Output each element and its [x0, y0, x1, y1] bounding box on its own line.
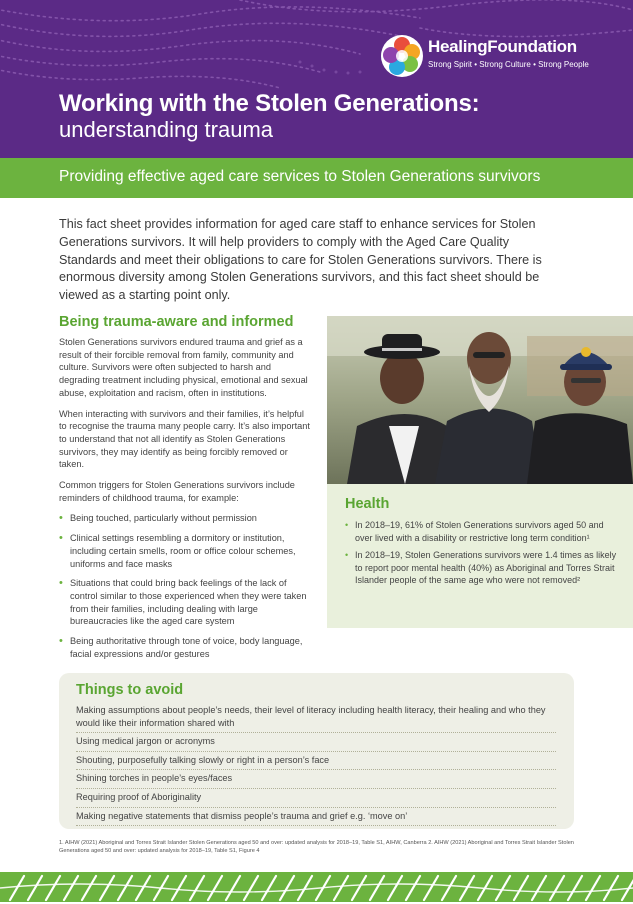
trigger-item: • Situations that could bring back feelings of the lack of control similar to those experienced when they were taken from their families, including dealing with large bureaucracies like the aged care system	[59, 577, 311, 628]
trauma-paragraph: When interacting with survivors and their families, it’s helpful to recognise the trauma many people carry. It’s also important to understand that not all identify as Stolen Generations survivors, they may identify as being forcibly removed or taken.	[59, 408, 310, 470]
health-panel	[327, 484, 633, 628]
avoid-item: Using medical jargon or acronyms	[76, 733, 556, 752]
healing-foundation-logo-icon	[380, 34, 424, 78]
avoid-list	[76, 702, 556, 826]
trigger-item: • Clinical settings resembling a dormitory or institution, including certain smells, room or office colour schemes, uniforms and face masks	[59, 532, 311, 570]
page-title: Working with the Stolen Generations:	[59, 90, 480, 117]
trauma-heading: Being trauma-aware and informed	[59, 314, 294, 330]
header-banner	[0, 0, 633, 158]
avoid-heading: Things to avoid	[76, 682, 184, 698]
avoid-item: Making negative statements that dismiss people’s trauma and grief e.g. ‘move on’	[76, 808, 556, 827]
trigger-item: • Being authoritative through tone of voice, body language, facial expressions and/or gestures	[59, 635, 311, 660]
intro-paragraph: This fact sheet provides information for aged care staff to enhance services for Stolen Generations survivors. It will help providers to comply with the Aged Care Quality Standards and meet their obligations to care for Stolen Generations survivors. There is enormous diversity among Stolen Generations survivors, and this fact sheet should be viewed as a starting point only.	[59, 217, 542, 303]
health-heading: Health	[345, 496, 390, 512]
survivors-photo	[327, 316, 633, 484]
avoid-item: Making assumptions about people’s needs, their level of literacy including health literacy, their healing and who they would like their information shared with	[76, 702, 556, 733]
health-list	[345, 519, 617, 592]
avoid-item: Shouting, purposefully talking slowly or right in a person’s face	[76, 752, 556, 771]
logo-tagline: Strong Spirit • Strong Culture • Strong People	[428, 60, 589, 69]
trigger-item: • Being touched, particularly without permission	[59, 512, 311, 525]
page-subtitle: understanding trauma	[59, 117, 274, 142]
avoid-item: Requiring proof of Aboriginality	[76, 789, 556, 808]
logo-name: HealingFoundation	[428, 37, 577, 56]
trauma-column	[59, 336, 311, 667]
footer-pattern-decoration	[0, 866, 633, 904]
trauma-paragraph: Stolen Generations survivors endured trauma and grief as a result of their forcible removal from family, community and culture. Survivors were often subjected to harsh and degrading treatment including physical, emotional and sexual abuse, exploitation and racism, often in institutions.	[59, 337, 308, 398]
triggers-list	[59, 512, 311, 660]
trauma-paragraph: Common triggers for Stolen Generations survivors include reminders of childhood trauma, for example:	[59, 480, 295, 503]
health-item: • In 2018–19, 61% of Stolen Generations survivors aged 50 and over lived with a disability or restrictive long term condition¹	[345, 519, 617, 544]
things-to-avoid-panel	[59, 673, 574, 829]
health-item: • In 2018–19, Stolen Generations survivors were 1.4 times as likely to report poor mental health (40%) as Aboriginal and Torres Strait Islander people of the same age who were not removed²	[345, 549, 617, 587]
avoid-item: Shining torches in people’s eyes/faces	[76, 770, 556, 789]
footnote: 1. AIHW (2021) Aboriginal and Torres Strait Islander Stolen Generations aged 50 and over: updated analysis for 2018–19, Table S1, AIHW, Canberra 2. AIHW (2021) Aboriginal and Torres Strait Islander Stolen Generations aged 50 and over: updated analysis for 2018–19, Table S1, Figure 4	[59, 840, 574, 854]
section-subtitle: Providing effective aged care services to Stolen Generations survivors	[59, 168, 541, 185]
